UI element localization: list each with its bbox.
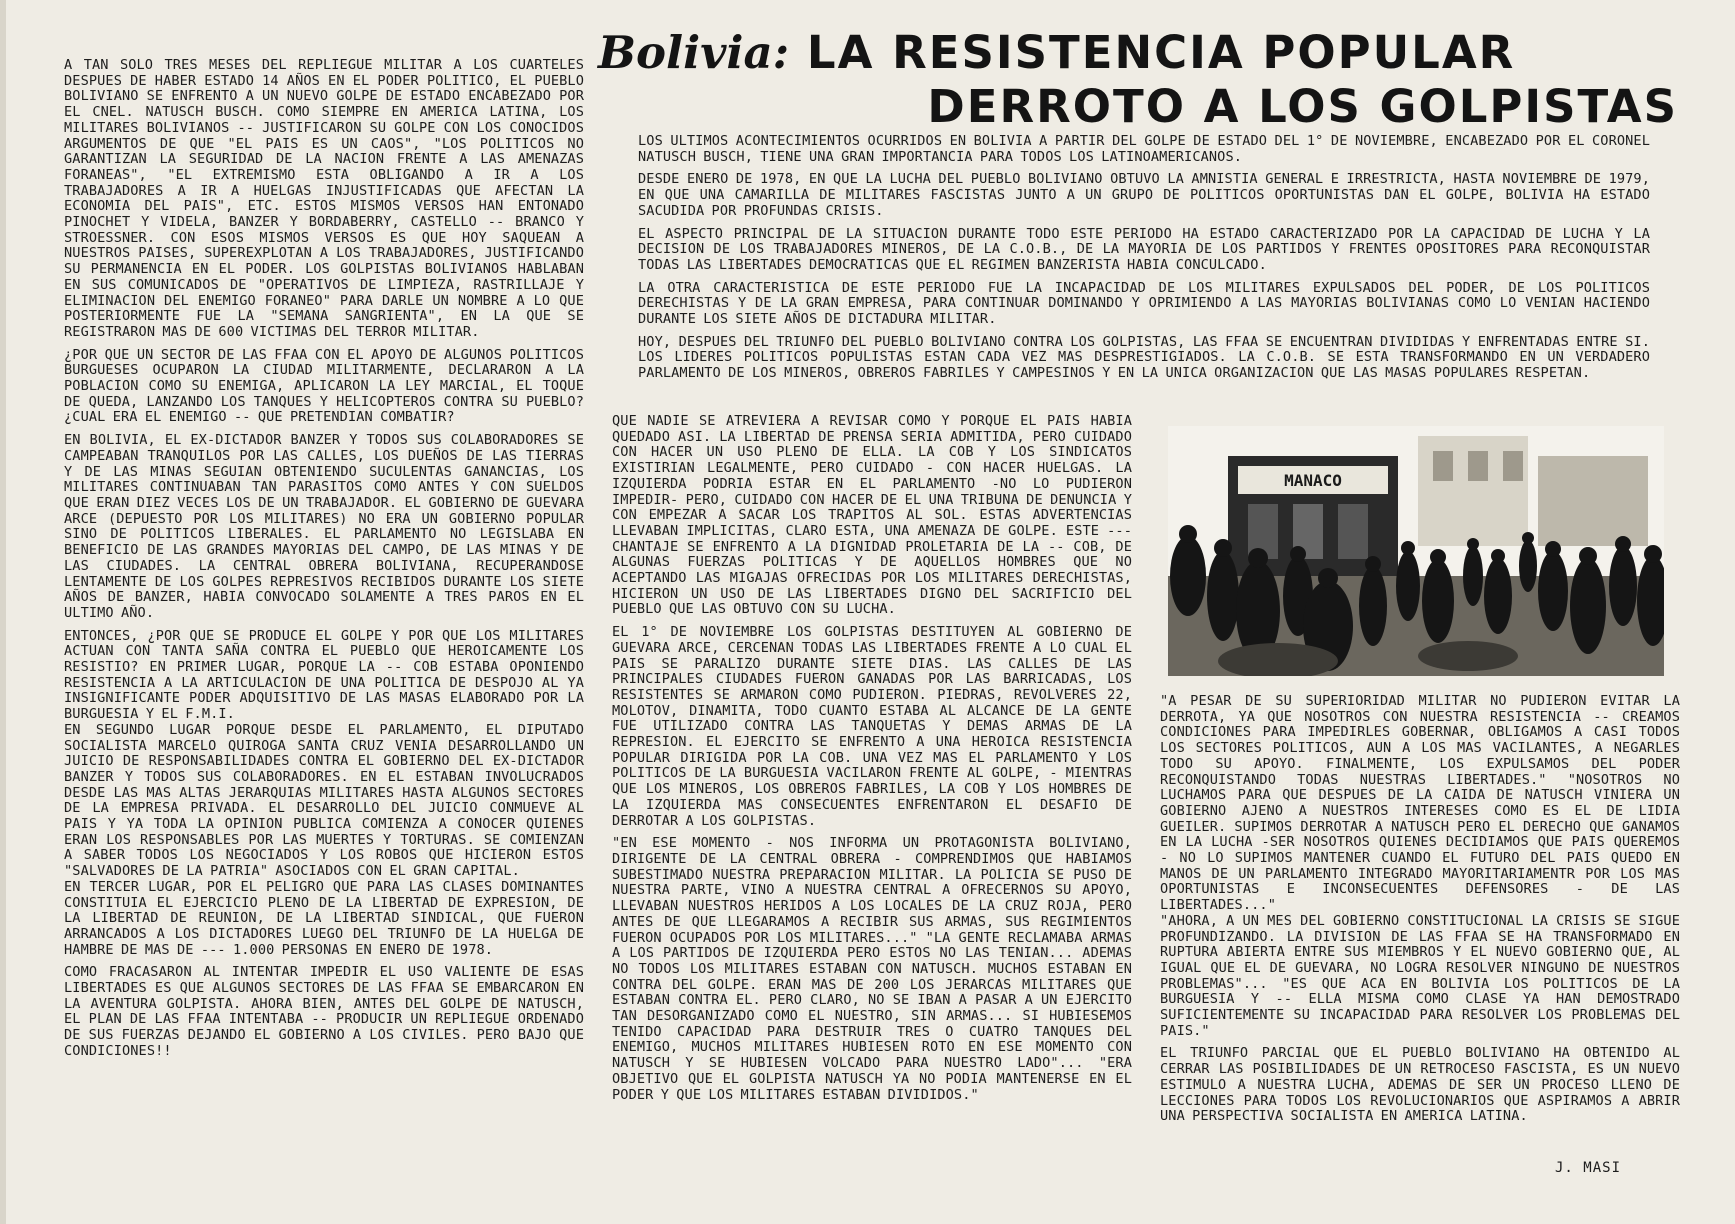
intro-paragraph-4: LA OTRA CARACTERISTICA DE ESTE PERIODO FUE LA INCAPACIDAD DE LOS MILITARES EXPULSADOS DEL PODER, DE LOS POLITICOS DERECHISTAS Y DE LA GRAN EMPRESA, PARA CONTINUAR DOMINANDO Y OPRIMIENDO A LAS MAYORIAS BOLIVIANAS COMO LO VENIAN HACIENDO DURANTE LOS SIETE AÑOS DE DICTADURA MILITAR. (638, 279, 1650, 328)
intro-block (638, 134, 1650, 389)
page-fold-edge (0, 0, 6, 1224)
col2-paragraph-1: QUE NADIE SE ATREVIERA A REVISAR COMO Y PORQUE EL PAIS HABIA QUEDADO ASI. LA LIBERTAD DE PRENSA SERIA ADMITIDA, PERO CUIDADO CON HACER UN USO PLENO DE ELLA. LA COB Y LOS SINDICATOS EXISTIRIAN LEGALMENTE, PERO CUIDADO - CON HACER HUELGAS. LA IZQUIERDA PODRIA ESTAR EN EL PARLAMENTO -NO LO PUDIERON IMPEDIR- PERO, CUIDADO CON HACER DE EL UNA TRIBUNA DE DENUNCIA Y CON EMPEZAR A SACAR LOS TRAPITOS AL SOL. ESTAS ADVERTENCIAS LLEVABAN IMPLICITAS, CLARO ESTA, UNA AMENAZA DE GOLPE. ESTE --- CHANTAJE SE ENFRENTO A LA DIGNIDAD PROLETARIA DE LA -- COB, DE ALGUNAS FUERZAS POLITICAS Y DE AQUELLOS HOMBRES QUE NO ACEPTANDO LAS MIGAJAS OFRECIDAS POR LOS MILITARES DERECHISTAS, HICIERON UN USO DE LAS LIBERTADES DIGNO DEL SACRIFICIO DEL PUEBLO QUE LAS OBTUVO CON SU LUCHA. (612, 413, 1132, 618)
headline-line-2: DERROTO A LOS GOLPISTAS (927, 80, 1678, 133)
column-right (1160, 694, 1680, 1132)
col3-paragraph-3: EL TRIUNFO PARCIAL QUE EL PUEBLO BOLIVIANO HA OBTENIDO AL CERRAR LAS POSIBILIDADES DE UN RETROCESO FASCISTA, ES UN NUEVO ESTIMULO A NUESTRA LUCHA, ADEMAS DE SER UN PROCESO LLENO DE LECCIONES PARA TODOS LOS REVOLUCIONARIOS QUE ASPIRAMOS A ABRIR UNA PERSPECTIVA SOCIALISTA EN AMERICA LATINA. (1160, 1045, 1680, 1125)
headline (598, 26, 1678, 134)
col1-paragraph-3: EN BOLIVIA, EL EX-DICTADOR BANZER Y TODOS SUS COLABORADORES SE CAMPEABAN TRANQUILOS POR LAS CALLES, LOS DUEÑOS DE LAS TIERRAS Y DE LAS MINAS SEGUIAN OBTENIENDO SUCULENTAS GANANCIAS, LOS MILITARES CONTINUABAN TAN PARASITOS COMO ANTES Y CON SUELDOS QUE ERAN DIEZ VECES LOS DE UN TRABAJADOR. EL GOBIERNO DE GUEVARA ARCE (DEPUESTO POR LOS MILITARES) NO ERA UN GOBIERNO POPULAR SINO DE POLITICOS LIBERALES. EL PARLAMENTO NO LEGISLABA EN BENEFICIO DE LAS GRANDES MAYORIAS DEL CAMPO, DE LAS MINAS Y DE LAS CIUDADES. LA CENTRAL OBRERA BOLIVIANA, RECUPERANDOSE LENTAMENTE DE LOS GOLPES REPRESIVOS RECIBIDOS DURANTE LOS SIETE AÑOS DE BANZER, HABIA CONVOCADO SOLAMENTE A TRES PAROS EN EL ULTIMO AÑO. (64, 432, 584, 621)
column-left (64, 58, 584, 1067)
intro-paragraph-2: DESDE ENERO DE 1978, EN QUE LA LUCHA DEL PUEBLO BOLIVIANO OBTUVO LA AMNISTIA GENERAL E IRRESTRICTA, HASTA NOVIEMBRE DE 1979, EN QUE UNA CAMARILLA DE MILITARES FASCISTAS JUNTO A UN GRUPO DE POLITICOS OPORTUNISTAS DAN EL GOLPE, BOLIVIA HA ESTADO SACUDIDA POR PROFUNDAS CRISIS. (638, 171, 1650, 219)
col2-paragraph-2: EL 1° DE NOVIEMBRE LOS GOLPISTAS DESTITUYEN AL GOBIERNO DE GUEVARA ARCE, CERCENAN TODAS LAS LIBERTADES FRENTE A LO CUAL EL PAIS SE PARALIZO DURANTE SIETE DIAS. LAS CALLES DE LAS PRINCIPALES CIUDADES FUERON GANADAS POR LAS BARRICADAS, LOS RESISTENTES SE ARMARON COMO PUDIERON. PIEDRAS, REVOLVERES 22, MOLOTOV, DINAMITA, TODO CUANTO ESTABA AL ALCANCE DE LA GENTE FUE UTILIZADO CONTRA LAS TANQUETAS Y DEMAS ARMAS DE LA REPRESION. EL EJERCITO SE ENFRENTO A UNA HEROICA RESISTENCIA POPULAR DIRIGIDA POR LA COB. UNA VEZ MAS EL PARLAMENTO Y LOS POLITICOS DE LA BURGUESIA VACILARON FRENTE AL GOLPE, - MIENTRAS QUE LOS MINEROS, LOS OBREROS FABRILES, LA COB Y LOS HOMBRES DE LA IZQUIERDA MAS CONSECUENTES ENFRENTARON EL DESAFIO DE DERROTAR A LOS GOLPISTAS. (612, 624, 1132, 829)
intro-paragraph-3: EL ASPECTO PRINCIPAL DE LA SITUACION DURANTE TODO ESTE PERIODO HA ESTADO CARACTERIZADO POR LA CAPACIDAD DE LUCHA Y LA DECISION DE LOS TRABAJADORES MINEROS, DE LA C.O.B., DE LA MAYORIA DE LOS PARTIDOS Y FRENTES OPOSITORES PARA RECONQUISTAR TODAS LAS LIBERTADES DEMOCRATICAS QUE EL REGIMEN BANZERISTA HABIA CONCULCADO. (638, 225, 1650, 273)
col3-paragraph-1: "A PESAR DE SU SUPERIORIDAD MILITAR NO PUDIERON EVITAR LA DERROTA, YA QUE NOSOTROS CON NUESTRA RESISTENCIA -- CREAMOS CONDICIONES PARA IMPEDIRLES GOBERNAR, OBLIGAMOS A CASI TODOS LOS SECTORES POLITICOS, AUN A LOS MAS VACILANTES, A NEGARLES TODO SU APOYO. FINALMENTE, LOS EXPULSAMOS DEL PODER RECONQUISTANDO TODAS NUESTRAS LIBERTADES." "NOSOTROS NO LUCHAMOS PARA QUE DESPUES DE LA CAIDA DE NATUSCH VINIERA UN GOBIERNO AJENO A NUESTROS INTERESES COMO ES EL DE LIDIA GUEILER. SUPIMOS DERROTAR A NATUSCH PERO EL DERECHO QUE GANAMOS EN LA LUCHA -SER NOSOTROS QUIENES DECIDIAMOS QUE PAIS QUEREMOS - NO LO SUPIMOS MANTENER CUANDO EL FUTURO DEL PAIS QUEDO EN MANOS DE UN PARLAMENTO INTEGRADO MAYORITARIAMENTR POR LOS MAS OPORTUNISTAS E INCONSECUENTES DEFENSORES - DE LAS LIBERTADES..." (1160, 693, 1680, 914)
col1-paragraph-4: ENTONCES, ¿POR QUE SE PRODUCE EL GOLPE Y POR QUE LOS MILITARES ACTUAN CON TANTA SAÑA CONTRA EL PUEBLO QUE HEROICAMENTE LOS RESISTIO? EN PRIMER LUGAR, PORQUE LA -- COB ESTABA OPONIENDO RESISTENCIA A LA ARTICULACION DE UNA POLITICA DE DESPOJO AL YA INSIGNIFICANTE PODER ADQUISITIVO DE LAS MASAS ELABORADO POR LA BURGUESIA Y EL F.M.I. (64, 627, 584, 723)
col1-paragraph-2: ¿POR QUE UN SECTOR DE LAS FFAA CON EL APOYO DE ALGUNOS POLITICOS BURGUESES OCUPARON LA CIUDAD MILITARMENTE, DECLARARON A LA POBLACION COMO SU ENEMIGA, APLICARON LA LEY MARCIAL, EL TOQUE DE QUEDA, LANZANDO LOS TANQUES Y HELICOPTEROS CONTRA SU PUEBLO? ¿CUAL ERA EL ENEMIGO -- QUE PRETENDIAN COMBATIR? (64, 346, 584, 426)
photo-illustration (1168, 426, 1664, 676)
photo-sign-text: MANACO (1284, 471, 1342, 490)
col1-paragraph-1: A TAN SOLO TRES MESES DEL REPLIEGUE MILITAR A LOS CUARTELES DESPUES DE HABER ESTADO 14 AÑOS EN EL PODER POLITICO, EL PUEBLO BOLIVIANO SE ENFRENTO A UN NUEVO GOLPE DE ESTADO ENCABEZADO POR EL CNEL. NATUSCH BUSCH. COMO SIEMPRE EN AMERICA LATINA, LOS MILITARES BOLIVIANOS -- JUSTIFICARON SU GOLPE CON LOS CONOCIDOS ARGUMENTOS DE QUE "EL PAIS ES UN CAOS", "LOS POLITICOS NO GARANTIZAN LA SEGURIDAD DE LA NACION FRENTE A LAS AMENAZAS FORANEAS", "EL EXTREMISMO ESTA OBLIGANDO A IR A LOS TRABAJADORES A IR A HUELGAS INJUSTIFICADAS QUE AFECTAN LA ECONOMIA DEL PAIS", ETC. ESTOS MISMOS VERSOS HAN ENTONADO PINOCHET Y VIDELA, BANZER Y BORDABERRY, CASTELLO -- BRANCO Y STROESSNER. CON ESOS MISMOS VERSOS ES QUE HOY SAQUEAN A NUESTROS PAISES, SUPEREXPLOTAN A LOS TRABAJADORES, JUSTIFICANDO SU PERMANENCIA EN EL PODER. LOS GOLPISTAS BOLIVIANOS HABLABAN EN SUS COMUNICADOS DE "OPERATIVOS DE LIMPIEZA, RASTRILLAJE Y ELIMINACION DEL ENEMIGO FORANEO" PARA DARLE UN NOMBRE A LO QUE POSTERIORMENTE FUE LA "SEMANA SANGRIENTA", EN LA QUE SE REGISTRARON MAS DE 600 VICTIMAS DEL TERROR MILITAR. (64, 57, 584, 340)
col2-paragraph-3: "EN ESE MOMENTO - NOS INFORMA UN PROTAGONISTA BOLIVIANO, DIRIGENTE DE LA CENTRAL OBRERA - COMPRENDIMOS QUE HABIAMOS SUBESTIMADO NUESTRA PREPARACION MILITAR. LA POLICIA SE PUSO DE NUESTRA PARTE, VINO A NUESTRA CENTRAL A OFRECERNOS SU APOYO, LLEVABAN NUESTROS HERIDOS A LOS LOCALES DE LA CRUZ ROJA, PERO ANTES DE QUE LLEGARAMOS A RECIBIR SUS ARMAS, SUS REGIMIENTOS FUERON OCUPADOS POR LOS MILITARES..." "LA GENTE RECLAMABA ARMAS A LOS PARTIDOS DE IZQUIERDA PERO ESTOS NO LAS TENIAN... ADEMAS NO TODOS LOS MILITARES ESTABAN CON NATUSCH. MUCHOS ESTABAN EN CONTRA DEL GOLPE. ERAN MAS DE 200 LOS JERARCAS MILITARES QUE ESTABAN CONTRA EL. PERO CLARO, NO SE IBAN A PASAR A UN EJERCITO TAN DESORGANIZADO COMO EL NUESTRO, SIN ARMAS... SI HUBIESEMOS TENIDO CAPACIDAD PARA DESTRUIR TRES O CUATRO TANQUES DEL ENEMIGO, MUCHOS MILITARES HUBIESEN ROTO EN ESE MOMENTO CON NATUSCH Y SE HUBIESEN VOLCADO PARA NUESTRO LADO"... "ERA OBJETIVO QUE EL GOLPISTA NATUSCH YA NO PODIA MANTENERSE EN EL PODER Y QUE LOS MILITARES ESTABAN DIVIDIDOS." (612, 835, 1132, 1103)
intro-paragraph-5: HOY, DESPUES DEL TRIUNFO DEL PUEBLO BOLIVIANO CONTRA LOS GOLPISTAS, LAS FFAA SE ENCUENTRAN DIVIDIDAS Y ENFRENTADAS ENTRE SI. LOS LIDERES POLITICOS POPULISTAS ESTAN CADA VEZ MAS DESPRESTIGIADOS. LA C.O.B. SE ESTA TRANSFORMANDO EN UN VERDADERO PARLAMENTO DE LOS MINEROS, OBREROS FABRILES Y CAMPESINOS Y EN LA UNICA ORGANIZACION QUE LAS MASAS POPULARES RESPETAN. (638, 333, 1650, 382)
street-protest-photo (1168, 426, 1664, 676)
col1-paragraph-7: COMO FRACASARON AL INTENTAR IMPEDIR EL USO VALIENTE DE ESAS LIBERTADES ES QUE ALGUNOS SECTORES DE LAS FFAA SE EMBARCARON EN LA AVENTURA GOLPISTA. AHORA BIEN, ANTES DEL GOLPE DE NATUSCH, EL PLAN DE LAS FFAA INTENTABA -- PRODUCIR UN REPLIEGUE ORDENADO DE SUS FUERZAS DEJANDO EL GOBIERNO A LOS CIVILES. PERO BAJO QUE CONDICIONES!! (64, 964, 584, 1059)
headline-lead: Bolivia: (598, 26, 790, 79)
column-middle (612, 414, 1132, 1110)
col3-paragraph-2: "AHORA, A UN MES DEL GOBIERNO CONSTITUCIONAL LA CRISIS SE SIGUE PROFUNDIZANDO. LA DIVISION DE LAS FFAA SE HA TRANSFORMADO EN RUPTURA ABIERTA ENTRE SUS MIEMBROS Y EL NUEVO GOBIERNO QUE, AL IGUAL QUE EL DE GUEVARA, NO LOGRA RESOLVER NINGUNO DE NUESTROS PROBLEMAS"... "ES QUE ACA EN BOLIVIA LOS POLITICOS DE LA BURGUESIA Y -- ELLA MISMA COMO CLASE YA HAN DEMOSTRADO SUFICIENTEMENTE SU INCAPACIDAD PARA RESOLVER LOS PROBLEMAS DEL PAIS." (1160, 912, 1680, 1039)
headline-line-1 (598, 26, 1678, 80)
intro-paragraph-1: LOS ULTIMOS ACONTECIMIENTOS OCURRIDOS EN BOLIVIA A PARTIR DEL GOLPE DE ESTADO DEL 1° DE NOVIEMBRE, ENCABEZADO POR EL CORONEL NATUSCH BUSCH, TIENE UNA GRAN IMPORTANCIA PARA TODOS LOS LATINOAMERICANOS. (638, 133, 1650, 165)
headline-first-line-text: LA RESISTENCIA POPULAR (806, 26, 1516, 79)
author-signature: J. MASI (1555, 1160, 1622, 1176)
col1-paragraph-6: EN TERCER LUGAR, POR EL PELIGRO QUE PARA LAS CLASES DOMINANTES CONSTITUIA EL EJERCICIO PLENO DE LA LIBERTAD DE EXPRESION, DE LA LIBERTAD DE REUNION, DE LA LIBERTAD SINDICAL, QUE FUERON ARRANCADOS A LOS DICTADORES LUEGO DEL TRIUNFO DE LA HUELGA DE HAMBRE DE MAS DE --- 1.000 PERSONAS EN ENERO DE 1978. (64, 878, 584, 958)
col1-paragraph-5: EN SEGUNDO LUGAR PORQUE DESDE EL PARLAMENTO, EL DIPUTADO SOCIALISTA MARCELO QUIROGA SANTA CRUZ VENIA DESARROLLANDO UN JUICIO DE RESPONSABILIDADES CONTRA EL GOBIERNO DEL EX-DICTADOR BANZER Y TODOS SUS COLABORADORES. EN EL ESTABAN INVOLUCRADOS DESDE LAS MAS ALTAS JERARQUIAS MILITARES HASTA ALGUNOS SECTORES DE LA EMPRESA PRIVADA. EL DESARROLLO DEL JUICIO CONMUEVE AL PAIS Y YA TODA LA OPINION PUBLICA COMIENZA A CONOCER QUIENES ERAN LOS RESPONSABLES POR LAS MUERTES Y TORTURAS. SE COMIENZAN A SABER TODOS LOS NEGOCIADOS Y LOS ROBOS QUE HICIERON ESTOS "SALVADORES DE LA PATRIA" ASOCIADOS CON EL GRAN CAPITAL. (64, 721, 584, 880)
